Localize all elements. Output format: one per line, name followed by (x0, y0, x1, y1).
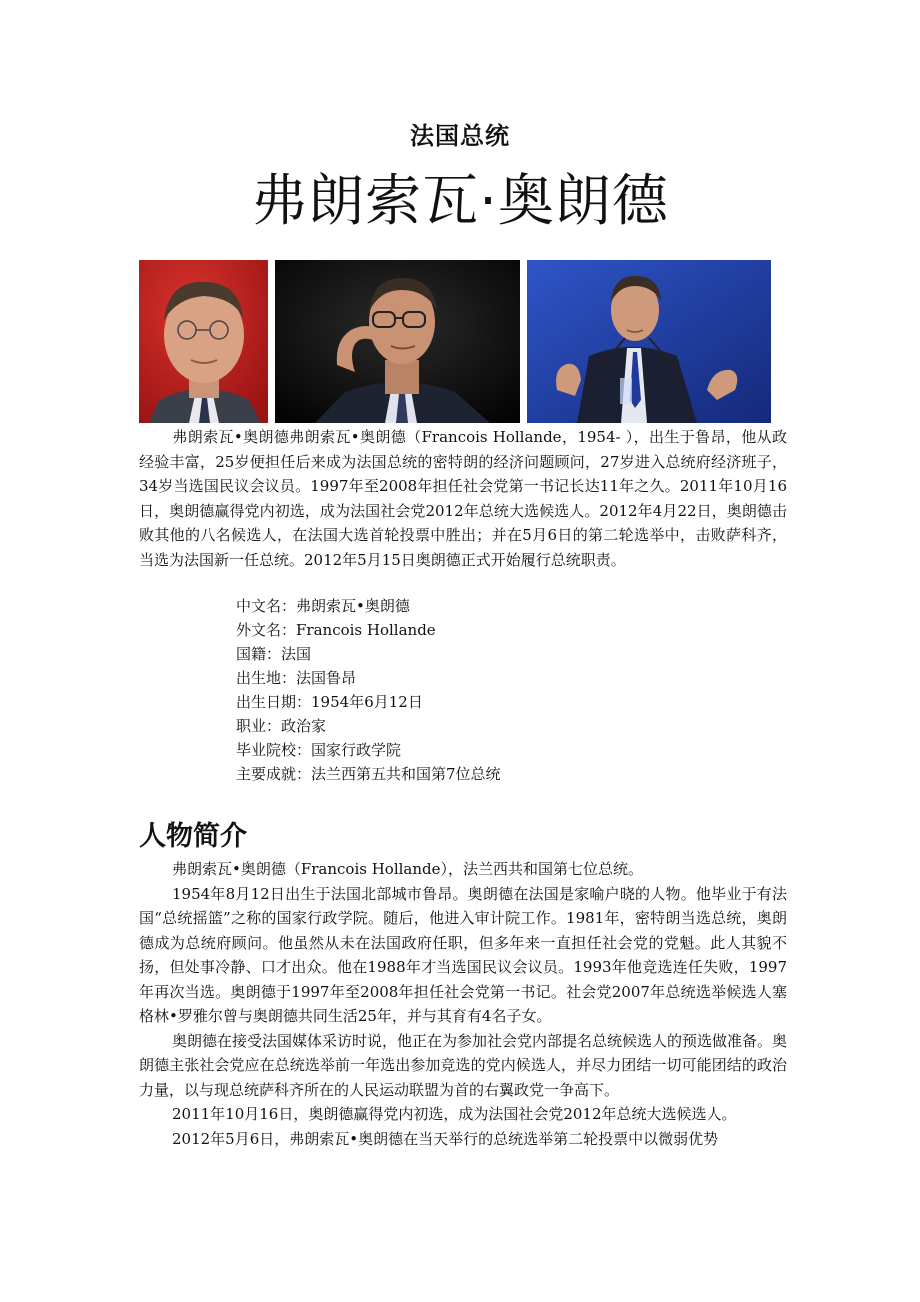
info-list (236, 594, 736, 786)
info-label: 主要成就： (236, 765, 312, 783)
bio-paragraph: 弗朗索瓦•奥朗德（Francois Hollande），法兰西共和国第七位总统。 (172, 860, 644, 878)
bio-paragraph: 1954年8月12日出生于法国北部城市鲁昂。奥朗德在法国是家喻户晓的人物。他毕业于有法国“总统摇篮”之称的国家行政学院。随后，他进入审计院工作。1981年，密特朗当选总统，奥朗德成为总统府顾问。他虽然从未在法国政府任职，但多年来一直担任社会党的党魁。此人其貌不扬，但处事冷静、口才出众。他在1988年才当选国民议会议员。1993年他竞选连任失败，1997年再次当选。奥朗德于1997年至2008年担任社会党第一书记。社会党2007年总统选举候选人塞格林•罗雅尔曾与奥朗德共同生活25年，并与其育有4名子女。 (139, 884, 787, 1025)
bio-paragraph: 2011年10月16日，奥朗德赢得党内初选，成为法国社会党2012年总统大选候选人。 (172, 1105, 737, 1123)
info-label: 职业： (236, 717, 282, 735)
info-row-school (236, 738, 736, 762)
intro-paragraph (139, 425, 787, 572)
portrait-glasses-image (275, 260, 520, 423)
document-title: 弗朗索瓦·奥朗德 (251, 169, 669, 234)
info-label: 出生地： (236, 669, 297, 687)
info-row-birthdate (236, 690, 736, 714)
info-row-nationality (236, 642, 736, 666)
info-value: 法国 (281, 645, 312, 663)
info-value: 弗朗索瓦•奥朗德 (296, 597, 410, 615)
info-label: 外文名： (236, 621, 297, 639)
biography-body (139, 857, 787, 1151)
info-row-occupation (236, 714, 736, 738)
photo-speech-podium (527, 260, 771, 423)
info-value: 政治家 (281, 717, 327, 735)
photo-portrait-red (139, 260, 268, 423)
info-row-chinese-name (236, 594, 736, 618)
portrait-red-image (139, 260, 268, 423)
info-row-foreign-name (236, 618, 736, 642)
bio-paragraph: 2012年5月6日，弗朗索瓦•奥朗德在当天举行的总统选举第二轮投票中以微弱优势 (172, 1129, 719, 1148)
info-label: 中文名： (236, 597, 297, 615)
bio-paragraph: 奥朗德在接受法国媒体采访时说，他正在为参加社会党内部提名总统候选人的预选做准备。奥朗德主张社会党应在总统选举前一年选出参加竞选的党内候选人，并尽力团结一切可能团结的政治力量，以与现总统萨科齐所在的人民运动联盟为首的右翼政党一争高下。 (139, 1031, 788, 1099)
info-value: 法国鲁昂 (296, 669, 357, 687)
document-subtitle: 法国总统 (410, 122, 510, 150)
info-value: 1954年6月12日 (311, 693, 423, 711)
intro-text: 弗朗索瓦•奥朗德弗朗索瓦•奥朗德（Francois Hollande，1954- ），出生于鲁昂，他从政经验丰富，25岁便担任后来成为法国总统的密特朗的经济问题顾问，27岁进入总统府经济班子，34岁当选国民议会议员。1997年至2008年担任社会党第一书记长达11年之久。2011年10月16日，奥朗德赢得党内初选，成为法国社会党2012年总统大选候选人。2012年4月22日，奥朗德击败其他的八名候选人，在法国大选首轮投票中胜出；并在5月6日的第二轮选举中，击败萨科齐，当选为法国新一任总统。2012年5月15日奥朗德正式开始履行总统职责。 (139, 428, 787, 569)
info-value: 法兰西第五共和国第7位总统 (311, 765, 501, 783)
info-label: 毕业院校： (236, 741, 312, 759)
photo-portrait-glasses (275, 260, 520, 423)
speech-podium-image (527, 260, 771, 423)
info-label: 出生日期： (236, 693, 312, 711)
info-row-achievement (236, 762, 736, 786)
info-value: Francois Hollande (296, 621, 436, 639)
info-label: 国籍： (236, 645, 282, 663)
info-value: 国家行政学院 (311, 741, 402, 759)
section-heading-biography: 人物简介 (139, 821, 247, 852)
info-row-birthplace (236, 666, 736, 690)
